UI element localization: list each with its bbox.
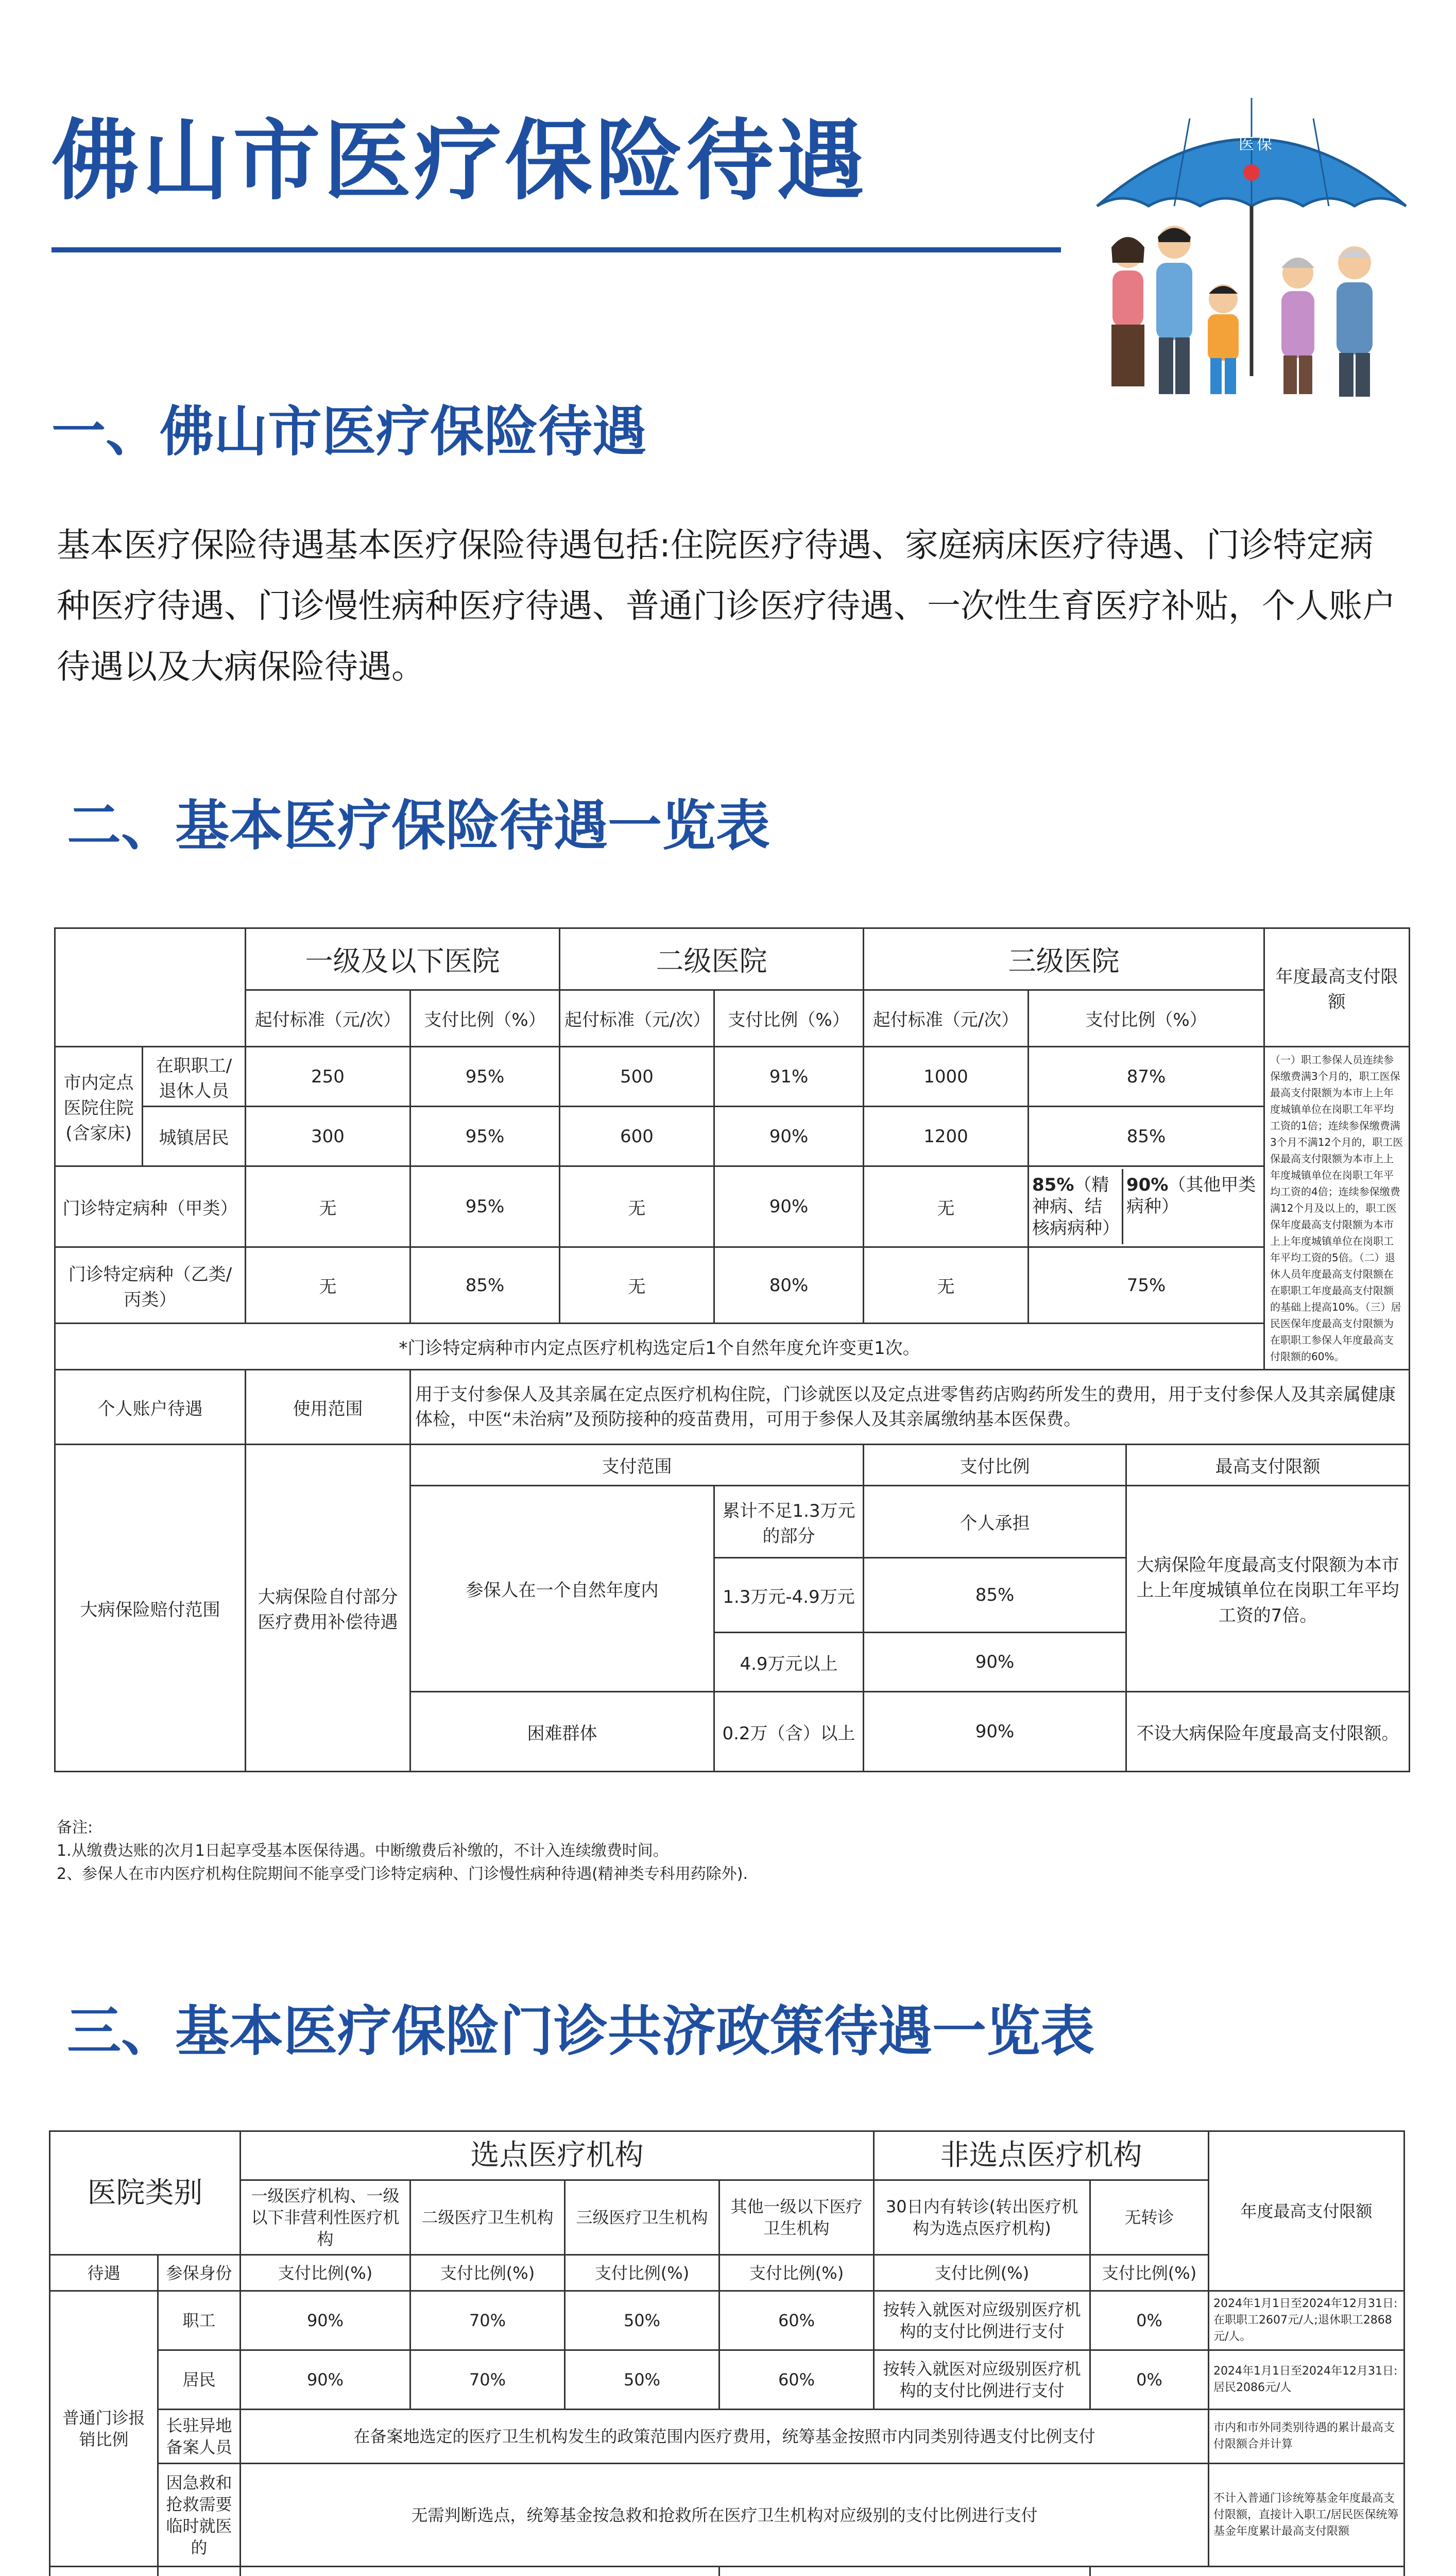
table-cell: 60% bbox=[720, 2350, 874, 2410]
table-cell: 90% bbox=[714, 1107, 864, 1166]
insured-year-label: 参保人在一个自然年度内 bbox=[410, 1486, 714, 1692]
general-ratio-label: 普通门诊报销比例 bbox=[50, 2291, 158, 2567]
hardship-label: 困难群体 bbox=[410, 1692, 714, 1772]
table-cell: 0% bbox=[1090, 2291, 1209, 2350]
resident-limit: 2024年1月1日至2024年12月31日:居民2086元/人 bbox=[1209, 2350, 1404, 2410]
pay-ratio-label: 支付比例(%) bbox=[565, 2255, 720, 2291]
title-underline bbox=[52, 247, 1061, 252]
tier3-range: 4.9万元以上 bbox=[714, 1633, 864, 1692]
special-a-90 bbox=[1123, 1169, 1263, 1244]
special-a-90-desc: （其他甲类病种） bbox=[1126, 1175, 1256, 1217]
emergency-text: 无需判断选点，统筹基金按急救和抢救所在医疗卫生机构对应级别的支付比例进行支付 bbox=[241, 2464, 1209, 2567]
col-level1: 一级医疗机构、一级以下非营利性医疗机构 bbox=[241, 2180, 410, 2255]
remote-limit: 市内和市外同类别待遇的累计最高支付限额合并计算 bbox=[1209, 2410, 1404, 2464]
note-line: 备注: bbox=[57, 1819, 93, 1837]
person-woman-icon bbox=[1111, 237, 1144, 386]
table-cell: 70% bbox=[410, 2350, 565, 2410]
table-cell: 250 bbox=[246, 1047, 410, 1107]
person-child-icon bbox=[1208, 284, 1239, 394]
table-cell: 无 bbox=[246, 1166, 410, 1247]
table-cell: 无 bbox=[864, 1247, 1029, 1324]
tier3-ratio: 90% bbox=[864, 1633, 1126, 1692]
header-start-std: 起付标准（元/次） bbox=[560, 990, 714, 1047]
select-change-header bbox=[720, 2567, 1090, 2576]
pay-ratio-label: 支付比例(%) bbox=[874, 2255, 1090, 2291]
table-cell: 无 bbox=[864, 1166, 1029, 1247]
employee-limit: 2024年1月1日至2024年12月31日:在职职工2607元/人;退休职工2868元/人。 bbox=[1209, 2291, 1404, 2350]
header-start-std: 起付标准（元/次） bbox=[864, 990, 1029, 1047]
select-point-label bbox=[50, 2567, 158, 2576]
remote-label: 长驻异地备案人员 bbox=[158, 2410, 241, 2464]
table-cell: 50% bbox=[565, 2291, 720, 2350]
benefit-label: 待遇 bbox=[50, 2255, 158, 2291]
table-cell: 95% bbox=[410, 1166, 560, 1247]
designated-header: 选点医疗机构 bbox=[241, 2131, 874, 2180]
umbrella-label-2: 保 bbox=[1257, 135, 1272, 154]
select-clinic-header bbox=[241, 2567, 720, 2576]
personal-account-label: 个人账户待遇 bbox=[55, 1370, 246, 1445]
table-cell: 87% bbox=[1029, 1047, 1264, 1107]
table-cell: 300 bbox=[246, 1107, 410, 1166]
table-cell: 1000 bbox=[864, 1047, 1029, 1107]
category-header: 医院类别 bbox=[50, 2131, 241, 2255]
header-hosp3: 三级医院 bbox=[864, 928, 1264, 990]
table-cell: 75% bbox=[1029, 1247, 1264, 1324]
header-pay-ratio: 支付比例（%） bbox=[714, 990, 864, 1047]
emp-res-label bbox=[158, 2567, 241, 2576]
pay-ratio-label: 支付比例(%) bbox=[410, 2255, 565, 2291]
table-cell: 90% bbox=[241, 2291, 410, 2350]
col-level2: 二级医疗卫生机构 bbox=[410, 2180, 565, 2255]
row-resident-label: 城镇居民 bbox=[143, 1107, 246, 1166]
table-cell: 无 bbox=[560, 1166, 714, 1247]
table-cell: 91% bbox=[714, 1047, 864, 1107]
max-limit-note: （一）职工参保人员连续参保缴费满3个月的，职工医保最高支付限额为本市上上年度城镇单位在岗职工年平均工资的1倍；连续参保缴费满3个月不满12个月的，职工医保最高支付限额为本市上上年度城镇单位在岗职工年平均工资的4倍；连续参保缴费满12个月及以上的，职工医保年度最高支付限额为本市上上年度城镇单位在岗职工年平均工资的5倍。（二）退休人员年度最高支付限额在在职职工年度最高支付限额的基础上提高10%。（三）居民医保年度最高支付限额为在职职工参保人年度最高支付限额的60%。 bbox=[1264, 1047, 1410, 1370]
table-cell: 85% bbox=[1029, 1107, 1264, 1166]
emergency-limit: 不计入普通门诊统筹基金年度最高支付限额，直接计入职工/居民医保统筹基金年度累计最高支付限额 bbox=[1209, 2464, 1404, 2567]
row-special-b-label: 门诊特定病种（乙类/丙类） bbox=[55, 1247, 246, 1324]
table-cell: 90% bbox=[714, 1166, 864, 1247]
max-pay-header: 最高支付限额 bbox=[1126, 1445, 1410, 1486]
header-start-std: 起付标准（元/次） bbox=[246, 990, 410, 1047]
page-title: 佛山市医疗保险待遇 bbox=[52, 110, 868, 212]
table-cell: 600 bbox=[560, 1107, 714, 1166]
table-cell: 无 bbox=[246, 1247, 410, 1324]
tier2-range: 1.3万元-4.9万元 bbox=[714, 1558, 864, 1633]
benefit-table bbox=[54, 927, 1410, 1772]
critical-limit-text: 大病保险年度最高支付限额为本市上上年度城镇单位在岗职工年平均工资的7倍。 bbox=[1126, 1486, 1410, 1692]
employee-label: 职工 bbox=[158, 2291, 241, 2350]
person-grandpa-icon bbox=[1337, 246, 1373, 397]
usage-scope-label: 使用范围 bbox=[246, 1370, 410, 1445]
col-other: 其他一级以下医疗卫生机构 bbox=[720, 2180, 874, 2255]
outpatient-table bbox=[49, 2130, 1405, 2576]
table-cell: 60% bbox=[720, 2291, 874, 2350]
special-a-85-desc: （精神病、结核病病种） bbox=[1032, 1175, 1120, 1239]
pay-ratio-header: 支付比例 bbox=[864, 1445, 1126, 1486]
table-cell: 500 bbox=[560, 1047, 714, 1107]
hardship-range: 0.2万（含）以上 bbox=[714, 1692, 864, 1772]
section1-heading: 一、佛山市医疗保险待遇 bbox=[52, 400, 647, 463]
remote-text: 在备案地选定的医疗卫生机构发生的政策范围内医疗费用，统筹基金按照市内同类别待遇支付比例支付 bbox=[241, 2410, 1209, 2464]
table-corner bbox=[55, 928, 246, 1047]
resident-label: 居民 bbox=[158, 2350, 241, 2410]
identity-label: 参保身份 bbox=[158, 2255, 241, 2291]
row-employee-label: 在职职工/退休人员 bbox=[143, 1047, 246, 1107]
table-cell: 50% bbox=[565, 2350, 720, 2410]
table-cell: 70% bbox=[410, 2291, 565, 2350]
tier2-ratio: 85% bbox=[864, 1558, 1126, 1633]
person-man-icon bbox=[1156, 226, 1192, 394]
row-special-a-label: 门诊特定病种（甲类） bbox=[55, 1166, 246, 1247]
emergency-label: 因急救和抢救需要临时就医的 bbox=[158, 2464, 241, 2567]
special-a-split-cell bbox=[1029, 1166, 1264, 1247]
family-umbrella-illustration bbox=[1087, 88, 1416, 428]
col-level3: 三级医疗卫生机构 bbox=[565, 2180, 720, 2255]
pay-scope-header: 支付范围 bbox=[410, 1445, 864, 1486]
header-pay-ratio: 支付比例（%） bbox=[410, 990, 560, 1047]
header-max-limit: 年度最高支付限额 bbox=[1264, 928, 1410, 1047]
max-limit-header: 年度最高支付限额 bbox=[1209, 2131, 1404, 2291]
non-designated-header: 非选点医疗机构 bbox=[874, 2131, 1209, 2180]
table-cell: 85% bbox=[410, 1247, 560, 1324]
note-line: 1.从缴费达账的次月1日起享受基本医保待遇。中断缴费后补缴的，不计入连续缴费时间。 bbox=[57, 1842, 669, 1860]
tier1-ratio: 个人承担 bbox=[864, 1486, 1126, 1558]
table-cell: 无 bbox=[560, 1247, 714, 1324]
section2-notes bbox=[57, 1816, 748, 1886]
row-inpatient-label: 市内定点医院住院(含家床) bbox=[55, 1047, 143, 1166]
special-a-85-pct: 85% bbox=[1032, 1175, 1074, 1196]
section1-paragraph: 基本医疗保险待遇基本医疗保险待遇包括:住院医疗待遇、家庭病床医疗待遇、门诊特定病种医疗待遇、门诊慢性病种医疗待遇、普通门诊医疗待遇、一次性生育医疗补贴，个人账户待遇以及大病保险待遇。 bbox=[57, 526, 1396, 686]
col-no-referral: 无转诊 bbox=[1090, 2180, 1209, 2255]
pay-ratio-label: 支付比例(%) bbox=[241, 2255, 410, 2291]
table-cell: 1200 bbox=[864, 1107, 1029, 1166]
tier1-range: 累计不足1.3万元的部分 bbox=[714, 1486, 864, 1558]
special-a-85 bbox=[1029, 1169, 1123, 1244]
note-line: 2、参保人在市内医疗机构住院期间不能享受门诊特定病种、门诊慢性病种待遇(精神类专科用药除外). bbox=[57, 1865, 748, 1883]
person-grandma-icon bbox=[1281, 258, 1314, 394]
special-a-90-pct: 90% bbox=[1126, 1175, 1169, 1196]
table-cell: 0% bbox=[1090, 2350, 1209, 2410]
usage-scope-text: 用于支付参保人及其亲属在定点医疗机构住院，门诊就医以及定点进零售药店购药所发生的费用，用于支付参保人及其亲属健康体检，中医“未治病”及预防接种的疫苗费用，可用于参保人及其亲属缴纳基本医保费。 bbox=[410, 1370, 1410, 1445]
pay-ratio-label: 支付比例(%) bbox=[1090, 2255, 1209, 2291]
header-hosp2: 二级医院 bbox=[560, 928, 864, 990]
section2-heading: 二、基本医疗保险待遇一览表 bbox=[67, 794, 770, 857]
critical-label: 大病保险赔付范围 bbox=[55, 1445, 246, 1772]
table-cell: 95% bbox=[410, 1047, 560, 1107]
empty-slash-cell bbox=[1090, 2567, 1404, 2576]
referral-text: 按转入就医对应级别医疗机构的支付比例进行支付 bbox=[874, 2291, 1090, 2350]
header-hosp1: 一级及以下医院 bbox=[246, 928, 560, 990]
umbrella-label-1: 医 bbox=[1239, 135, 1254, 154]
critical-sub-label: 大病保险自付部分医疗费用补偿待遇 bbox=[246, 1445, 410, 1772]
hardship-limit: 不设大病保险年度最高支付限额。 bbox=[1126, 1692, 1410, 1772]
header-pay-ratio: 支付比例（%） bbox=[1029, 990, 1264, 1047]
table-footnote: *门诊特定病种市内定点医疗机构选定后1个自然年度允许变更1次。 bbox=[55, 1324, 1264, 1370]
section3-heading: 三、基本医疗保险门诊共济政策待遇一览表 bbox=[67, 2000, 1095, 2063]
referral-text: 按转入就医对应级别医疗机构的支付比例进行支付 bbox=[874, 2350, 1090, 2410]
hardship-ratio: 90% bbox=[864, 1692, 1126, 1772]
pay-ratio-label: 支付比例(%) bbox=[720, 2255, 874, 2291]
table-cell: 95% bbox=[410, 1107, 560, 1166]
table-cell: 80% bbox=[714, 1247, 864, 1324]
col-referral: 30日内有转诊(转出医疗机构为选点医疗机构) bbox=[874, 2180, 1090, 2255]
table-cell: 90% bbox=[241, 2350, 410, 2410]
